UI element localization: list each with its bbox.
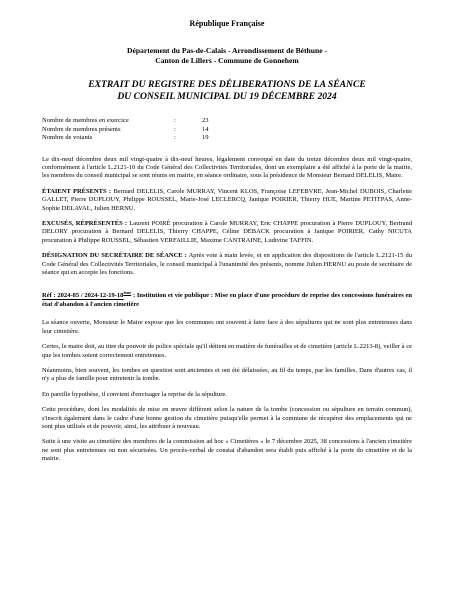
stat-label: Nombre de votants — [42, 134, 93, 141]
stat-row-votants — [42, 134, 412, 143]
member-stats — [42, 117, 412, 143]
stat-value: 14 — [202, 125, 209, 133]
body-paragraph: La séance ouverte, Monsieur le Maire expose que les communes ont souvent à faire face à des sépultures qui ne sont plus entretenues dans leur cimetière. — [42, 319, 412, 335]
document-title — [42, 79, 412, 103]
body-paragraph: Suite à une visite au cimetière des membres de la commission ad hoc « Cimetières » le 7 décembre 2025, 38 concessions à l'ancien cimetière ne sont plus entretenues ou non sécurisées. Un procès-verbal de constat d'abandon sera établi puis affiché à la porte du cimetière et de la mairie. — [42, 438, 412, 463]
reference-suffix: ème — [123, 290, 132, 296]
department-line-1: Département du Pas-de-Calais - Arrondissement de Béthune - — [126, 46, 328, 55]
body-paragraph: Certes, le maire doit, au titre du pouvoir de police spéciale qu'il détient en matière de funérailles et de cimetière (article L.2213-8), veiller à ce que les tombes soient correctement entretenues. — [42, 343, 412, 359]
stat-row-exercice — [42, 117, 412, 126]
excuses-list: Laurent POIRÉ procuration à Carole MURRAY, Eric CHAPPE procuration à Pierre DUPLOUY, Bertrand DELORY procuration à Bernard DELELIS, Thierry CHAPPE, Céline DEBACK procuration à Janique POIRIER, Cathy NICUTA procuration à Philippe ROUSSEL, Sébastien VERFAILLIE, Maxime CANTRAINE, Ludivine TAFFIN. — [42, 219, 412, 244]
republique-heading: République Française — [189, 19, 265, 28]
department-heading — [42, 46, 412, 65]
deliberation-reference — [42, 289, 412, 309]
stat-value: 23 — [202, 117, 209, 124]
reference-subject: : Institution et vie publique : Mise en place d'une procédure de reprise des concessions funéraires en état d'abandon à l'ancien cimetière — [42, 292, 413, 308]
presents-paragraph — [42, 188, 412, 213]
stat-row-presents — [42, 126, 412, 135]
title-line-1: EXTRAIT DU REGISTRE DES DÉLIBERATIONS DE LA SÉANCE — [88, 79, 366, 90]
stat-value: 19 — [202, 134, 209, 141]
intro-paragraph: Le dix-neuf décembre deux mil vingt-quatre à dix-neuf heures, légalement convoqué en date du treize décembre deux mil vingt-quatre, conformément à l'article L.2121-10 du Code Général des Collectivités Territoriales, dont un exemplaire a été affiché à la porte de la mairie, les membres du conseil municipal se sont réunis en mairie, en séance ordinaire, sous la présidence de Monsieur Bernard DELELIS, Maire. — [42, 155, 412, 180]
secretaire-paragraph — [42, 252, 412, 277]
department-line-2: Canton de Lillers - Commune de Gonnehem — [155, 55, 299, 65]
stat-separator: : — [174, 134, 176, 141]
title-line-2: DU CONSEIL MUNICIPAL DU 19 DÉCEMBRE 2024 — [117, 91, 337, 102]
excuses-paragraph — [42, 220, 412, 245]
presents-label: ÉTAIENT PRÉSENTS : — [42, 187, 112, 195]
stat-separator: : — [174, 117, 176, 124]
excuses-label: EXCUSÉS, RÉPRÉSENTÉS : — [42, 219, 128, 227]
stat-label: Nombre de membres en exercice — [42, 117, 129, 124]
reference-number: Réf : 2024-85 / 2024-12-19-18 — [42, 292, 124, 300]
body-paragraph: Néanmoins, bien souvent, les tombes en question sont anciennes et ont été délaissées, au fil du temps, par les familles. Dans d'autres cas, il n'y a plus de famille pour entretenir la tombe. — [42, 366, 412, 383]
stat-label: Nombre de membres présents — [42, 125, 121, 133]
body-paragraph: Cette procédure, dont les modalités de mise en œuvre diffèrent selon la nature de la tombe (concession ou sépulture en terrain commun), s'inscrit également dans le cadre d'une bonne gestion du cimetière puisqu'elle permet à la commune de récupérer des emplacements qui ne sont plus utilisés et de pouvoir, ainsi, les attribuer à nouveau. — [42, 406, 412, 430]
stat-separator: : — [174, 125, 176, 133]
secretaire-label: DÉSIGNATION DU SECRÉTAIRE DE SÉANCE : — [42, 252, 187, 260]
document-page — [42, 14, 412, 464]
body-paragraph: En pareille hypothèse, il convient d'envisager la reprise de la sépulture. — [42, 390, 227, 398]
secretaire-text: Après vote à main levée, et en application des dispositions de l'article L.2121-15 du Code Général des Collectivités Territoriales, le conseil municipal à l'unanimité des présents, nomme Julien HERNU au poste de secrétaire de séance qui en accepte les fonctions. — [42, 252, 412, 276]
presents-list: Bernard DELELIS, Carole MURRAY, Vincent KLOS, Françoise LEFEBVRE, Jean-Michel DUBOIS, Charlette GALLET, Pierre DUPLOUY, Philippe ROUSSEL, Marie-José LECLERCQ, Janique POIRIER, Thierry HUE, Martine PETITPAS, Anne-Sophie DELAVAL, Julien HERNU. — [42, 187, 412, 212]
